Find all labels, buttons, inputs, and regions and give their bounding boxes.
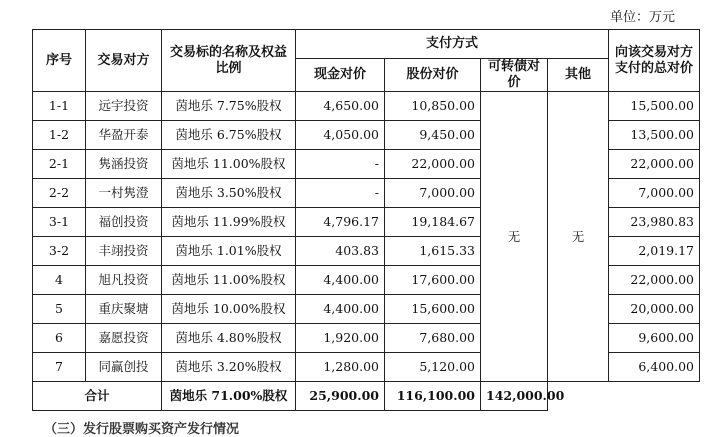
cell-shares: 7,000.00 (385, 179, 481, 208)
cell-total: 20,000.00 (609, 295, 700, 324)
cell-seq: 4 (33, 266, 86, 295)
cell-target: 茵地乐 11.00%股权 (162, 150, 296, 179)
cell-total: 9,600.00 (609, 324, 700, 353)
cell-cash: 4,650.00 (296, 92, 385, 121)
cell-convertible-merged: 无 (481, 92, 548, 382)
next-section-heading: （三）发行股票购买资产发行情况 (44, 422, 240, 437)
cell-target: 茵地乐 7.75%股权 (162, 92, 296, 121)
cell-seq: 6 (33, 324, 86, 353)
cell-party: 同赢创投 (86, 353, 162, 382)
header-shares: 股份对价 (385, 59, 481, 92)
cell-seq: 3-2 (33, 237, 86, 266)
header-target: 交易标的名称及权益比例 (162, 30, 296, 92)
cell-seq: 1-1 (33, 92, 86, 121)
header-convertible: 可转债对价 (481, 59, 548, 92)
cell-cash: 4,050.00 (296, 121, 385, 150)
cell-total: 2,019.17 (609, 237, 700, 266)
cell-target: 茵地乐 4.80%股权 (162, 324, 296, 353)
cell-shares: 22,000.00 (385, 150, 481, 179)
cell-seq: 5 (33, 295, 86, 324)
cell-party: 嘉愿投资 (86, 324, 162, 353)
cell-shares: 1,615.33 (385, 237, 481, 266)
cell-shares: 10,850.00 (385, 92, 481, 121)
cell-seq: 2-1 (33, 150, 86, 179)
cell-shares: 5,120.00 (385, 353, 481, 382)
header-total: 向该交易对方支付的总对价 (609, 30, 700, 92)
header-other: 其他 (548, 59, 609, 92)
cell-total: 23,980.83 (609, 208, 700, 237)
cell-party: 华盈开泰 (86, 121, 162, 150)
cell-party: 隽涵投资 (86, 150, 162, 179)
total-cash: 25,900.00 (296, 382, 385, 411)
cell-seq: 7 (33, 353, 86, 382)
total-row (33, 382, 700, 411)
cell-total: 15,500.00 (609, 92, 700, 121)
cell-other-merged: 无 (548, 92, 609, 382)
cell-party: 福创投资 (86, 208, 162, 237)
cell-target: 茵地乐 10.00%股权 (162, 295, 296, 324)
cell-cash: 403.83 (296, 237, 385, 266)
cell-shares: 7,680.00 (385, 324, 481, 353)
header-seq: 序号 (33, 30, 86, 92)
total-shares: 116,100.00 (385, 382, 481, 411)
cell-target: 茵地乐 11.99%股权 (162, 208, 296, 237)
cell-cash: 1,920.00 (296, 324, 385, 353)
cell-total: 22,000.00 (609, 150, 700, 179)
cell-shares: 9,450.00 (385, 121, 481, 150)
total-label: 合计 (33, 382, 162, 411)
cell-cash: 4,796.17 (296, 208, 385, 237)
cell-total: 6,400.00 (609, 353, 700, 382)
cell-cash: 4,400.00 (296, 295, 385, 324)
cell-target: 茵地乐 3.20%股权 (162, 353, 296, 382)
cell-shares: 17,600.00 (385, 266, 481, 295)
cell-cash: - (296, 150, 385, 179)
cell-target: 茵地乐 3.50%股权 (162, 179, 296, 208)
unit-label: 单位：万元 (609, 10, 675, 25)
cell-party: 丰翊投资 (86, 237, 162, 266)
cell-party: 旭凡投资 (86, 266, 162, 295)
cell-cash: 1,280.00 (296, 353, 385, 382)
header-counterparty: 交易对方 (86, 30, 162, 92)
transaction-table (32, 29, 700, 411)
cell-shares: 15,600.00 (385, 295, 481, 324)
cell-target: 茵地乐 11.00%股权 (162, 266, 296, 295)
cell-target: 茵地乐 6.75%股权 (162, 121, 296, 150)
cell-cash: - (296, 179, 385, 208)
cell-party: 重庆聚塘 (86, 295, 162, 324)
cell-seq: 2-2 (33, 179, 86, 208)
cell-total: 13,500.00 (609, 121, 700, 150)
cell-total: 7,000.00 (609, 179, 700, 208)
cell-shares: 19,184.67 (385, 208, 481, 237)
cell-seq: 3-1 (33, 208, 86, 237)
table-row (33, 92, 700, 121)
cell-total: 22,000.00 (609, 266, 700, 295)
total-target: 茵地乐 71.00%股权 (162, 382, 296, 411)
header-cash: 现金对价 (296, 59, 385, 92)
cell-seq: 1-2 (33, 121, 86, 150)
total-amount: 142,000.00 (481, 382, 548, 411)
header-payment: 支付方式 (296, 30, 609, 59)
cell-cash: 4,400.00 (296, 266, 385, 295)
cell-party: 一村隽澄 (86, 179, 162, 208)
cell-party: 远宇投资 (86, 92, 162, 121)
cell-target: 茵地乐 1.01%股权 (162, 237, 296, 266)
